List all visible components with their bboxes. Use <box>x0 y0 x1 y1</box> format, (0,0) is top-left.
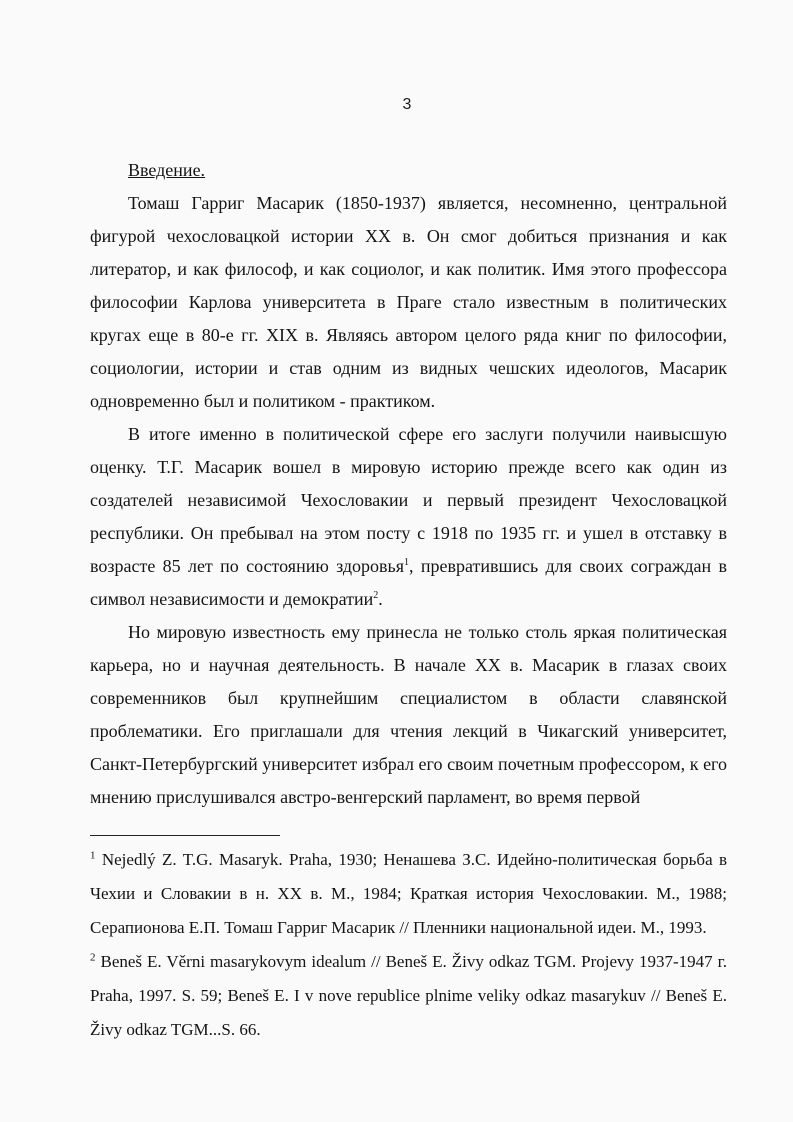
footnote-ref-1: 1 <box>404 557 410 568</box>
paragraph-2-text-a: В итоге именно в политической сфере его заслуги получили наивысшую оценку. Т.Г. Масарик вошел в мировую историю прежде всего как один из создателей независимой Чехословакии и первый президент Чехословацкой республики. Он пребывал на этом посту с 1918 по 1935 гг. и ушел в отставку в возрасте 85 лет по состоянию здоровья <box>90 424 727 576</box>
footnote-separator <box>90 835 280 836</box>
paragraph-3: Но мировую известность ему принесла не только столь яркая политическая карьера, но и научная деятельность. В начале XX в. Масарик в глазах своих современников был крупнейшим специалистом в области славянской проблематики. Его приглашали для чтения лекций в Чикагский университет, Санкт-Петербургский университет избрал его своим почетным профессором, к его мнению прислушивался австро-венгерский парламент, во время первой <box>90 622 727 807</box>
paragraph-2-text-c: . <box>378 589 383 609</box>
footnote-2-text: Beneš E. Věrni masarykovym idealum // Beneš E. Živy odkaz TGM. Projevy 1937-1947 г. Praha, 1997. S. 59; Beneš E. I v nove republice plnime veliky odkaz masarykuv // Beneš E. Živy odkaz TGM...S. 66. <box>90 952 727 1039</box>
paragraph-2 <box>90 418 727 616</box>
footnote-2 <box>90 945 727 1047</box>
footnotes <box>90 843 727 1047</box>
paragraph-2-text-b: , превратившись для своих сограждан в символ независимости и демократии <box>90 556 727 609</box>
section-heading: Введение. <box>128 160 206 180</box>
footnote-1-mark: 1 <box>90 849 96 862</box>
page-number: 3 <box>402 96 412 113</box>
footnote-1 <box>90 843 727 945</box>
footnote-2-mark: 2 <box>90 951 96 964</box>
main-text <box>90 154 727 814</box>
footnote-ref-2: 2 <box>373 590 379 601</box>
paragraph-1: Томаш Гарриг Масарик (1850-1937) является, несомненно, центральной фигурой чехословацкой истории XX в. Он смог добиться признания и как литератор, и как философ, и как социолог, и как политик. Имя этого профессора философии Карлова университета в Праге стало известным в политических кругах еще в 80-е гг. XIX в. Являясь автором целого ряда книг по философии, социологии, истории и став одним из видных чешских идеологов, Масарик одновременно был и политиком - практиком. <box>90 193 727 411</box>
footnote-1-text: Nejedlý Z. T.G. Masaryk. Praha, 1930; Ненашева З.С. Идейно-политическая борьба в Чехии и Словакии в н. XX в. М., 1984; Краткая история Чехословакии. М., 1988; Серапионова Е.П. Томаш Гарриг Масарик // Пленники национальной идеи. М., 1993. <box>90 850 727 937</box>
